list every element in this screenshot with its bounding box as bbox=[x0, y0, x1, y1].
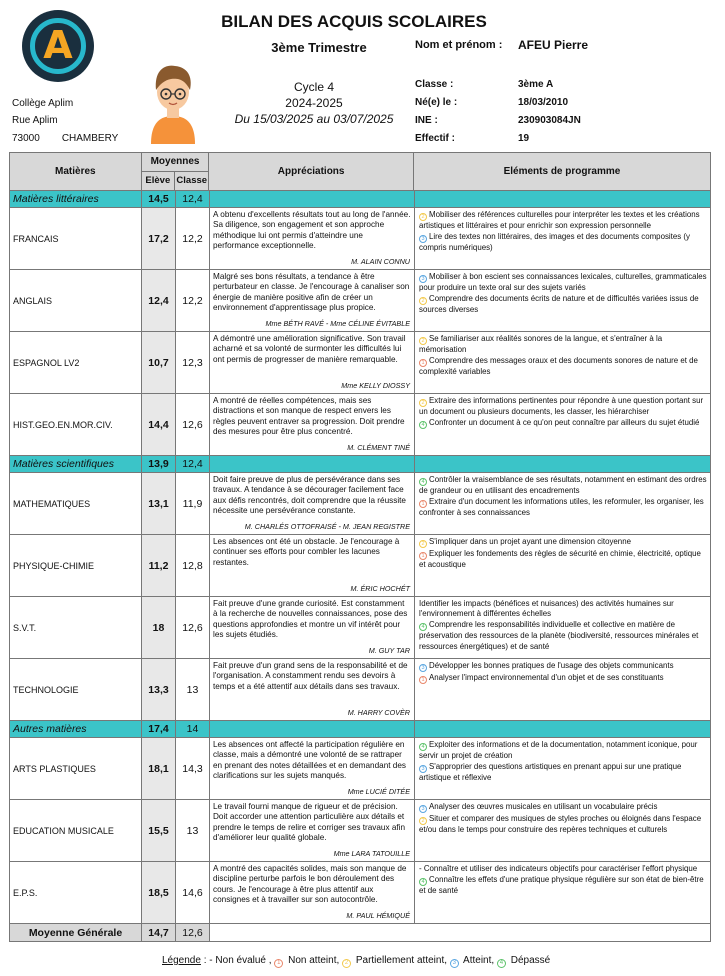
element-text: S'approprier des questions artistiques en prenant appui sur une pratique artistique et réflexive bbox=[419, 762, 682, 783]
teacher-name: Mme LUCIÉ DITÉE bbox=[347, 786, 410, 796]
teacher-name: Mme KELLY DIOSSY bbox=[341, 380, 410, 390]
level-circle-icon: 3 bbox=[419, 235, 427, 243]
table-row bbox=[10, 597, 710, 659]
category-eleve: 14,5 bbox=[142, 191, 176, 207]
category-classe: 12,4 bbox=[176, 191, 210, 207]
element-text: Mobiliser des références culturelles pour interpréter les textes et les créations artistiques et littéraires et pour enrichir son expression personnelle bbox=[419, 210, 700, 230]
element-item bbox=[419, 418, 707, 429]
element-level-dash: - bbox=[419, 864, 422, 873]
legend-text: Atteint, bbox=[463, 955, 495, 966]
table-header bbox=[10, 153, 710, 191]
element-item bbox=[419, 864, 707, 874]
subject-class-average: 12,3 bbox=[176, 332, 210, 393]
grades-table bbox=[9, 152, 711, 942]
subject-elements bbox=[415, 659, 710, 720]
category-filler bbox=[415, 721, 710, 737]
category-name: Matières scientifiques bbox=[10, 456, 142, 472]
category-row bbox=[10, 456, 710, 473]
subject-name: E.P.S. bbox=[10, 862, 142, 923]
category-classe: 14 bbox=[176, 721, 210, 737]
element-text: Développer les bonnes pratiques de l'usage des objets communicants bbox=[429, 661, 674, 670]
element-item bbox=[419, 396, 707, 417]
subject-appreciation bbox=[210, 332, 415, 393]
table-row bbox=[10, 535, 710, 597]
subject-eleve-average: 13,1 bbox=[142, 473, 176, 534]
element-text: Confronter un document à ce qu'on peut connaître par ailleurs du sujet étudié bbox=[429, 418, 700, 428]
element-item bbox=[419, 272, 707, 293]
header-moyennes bbox=[142, 153, 210, 190]
table-row bbox=[10, 208, 710, 270]
level-circle-icon: 1 bbox=[419, 552, 427, 560]
level-circle-icon: 3 bbox=[419, 805, 427, 813]
level-circle-icon: 4 bbox=[419, 478, 427, 486]
logo-letter: A bbox=[43, 23, 73, 67]
element-item bbox=[419, 661, 707, 672]
class-label: Classe : bbox=[415, 79, 454, 90]
element-text: Comprendre des documents écrits de nature et de difficultés variées issus de sources diverses bbox=[419, 294, 699, 315]
student-avatar-icon bbox=[145, 58, 201, 144]
table-row bbox=[10, 332, 710, 394]
level-circle-icon: 4 bbox=[419, 743, 427, 751]
subject-appreciation bbox=[210, 800, 415, 861]
element-item bbox=[419, 294, 707, 315]
element-item bbox=[419, 475, 707, 496]
student-class: 3ème A bbox=[518, 79, 554, 90]
teacher-name: M. HARRY COVÈR bbox=[347, 707, 410, 717]
level-circle-icon: 4 bbox=[419, 623, 427, 631]
subject-class-average: 14,6 bbox=[176, 862, 210, 923]
teacher-name: Mme BÉTH RAVÉ - Mme CÉLINE ÉVITABLE bbox=[265, 318, 410, 328]
level-circle-icon: 1 bbox=[419, 500, 427, 508]
element-text: Extraire d'un document les informations utiles, les reformuler, les organiser, les confronter à ses connaissances bbox=[419, 497, 704, 518]
name-label: Nom et prénom : bbox=[415, 39, 503, 51]
report-title: BILAN DES ACQUIS SCOLAIRES bbox=[221, 12, 487, 31]
subject-eleve-average: 11,2 bbox=[142, 535, 176, 596]
element-item bbox=[419, 334, 707, 355]
element-text: Identifier les impacts (bénéfices et nuisances) des activités humaines sur l'environnement à différentes échelles bbox=[419, 599, 674, 619]
subject-elements bbox=[415, 535, 710, 596]
appreciation-text: Fait preuve d'une grande curiosité. Est constamment à la recherche de nouvelles connaissances, pose des questions approfondies et montre un vif intérêt pour les sujets étudiés. bbox=[213, 599, 408, 640]
subject-name: ANGLAIS bbox=[10, 270, 142, 331]
class-effectif: 19 bbox=[518, 133, 530, 144]
subject-name: EDUCATION MUSICALE bbox=[10, 800, 142, 861]
subject-name: ARTS PLASTIQUES bbox=[10, 738, 142, 799]
category-name: Autres matières bbox=[10, 721, 142, 737]
element-item bbox=[419, 497, 707, 518]
table-row bbox=[10, 473, 710, 535]
appreciation-text: Le travail fourni manque de rigueur et de précision. Doit accorder une attention particulière aux détails et prendre le temps de relire et corriger ses travaux afin d'améliorer leur qualité globale. bbox=[213, 802, 406, 843]
general-average-eleve: 14,7 bbox=[142, 924, 176, 941]
appreciation-text: Les absences ont affecté la participation régulière en classe, mais a démontré une volonté de se rattraper en prenant des notes détaillées et en demandant des clarifications sur les sujets manqués. bbox=[213, 740, 407, 781]
level-circle-icon: 2 bbox=[419, 213, 427, 221]
subject-appreciation bbox=[210, 270, 415, 331]
subject-appreciation bbox=[210, 473, 415, 534]
table-row bbox=[10, 270, 710, 332]
element-text: Exploiter des informations et de la documentation, notamment iconique, pour servir un projet de création bbox=[419, 740, 698, 760]
element-item bbox=[419, 814, 707, 835]
level-circle-icon: 2 bbox=[419, 297, 427, 305]
element-item bbox=[419, 875, 707, 896]
header-appreciations: Appréciations bbox=[209, 153, 413, 190]
appreciation-text: Les absences ont été un obstacle. Je l'encourage à continuer ses efforts pour combler les lacunes restantes. bbox=[213, 537, 400, 567]
level-circle-icon: 3 bbox=[419, 765, 427, 773]
subject-class-average: 12,6 bbox=[176, 597, 210, 658]
table-row bbox=[10, 862, 710, 924]
school-postcode: 73000 bbox=[12, 133, 40, 144]
subject-elements bbox=[415, 208, 710, 269]
header-eleve: Elève bbox=[142, 172, 175, 190]
subject-elements bbox=[415, 862, 710, 923]
legend-level-icon: 4 bbox=[497, 959, 506, 968]
element-text: Comprendre des messages oraux et des documents sonores de nature et de complexité variables bbox=[419, 356, 698, 377]
category-filler bbox=[415, 191, 710, 207]
header-moyennes-label: Moyennes bbox=[142, 153, 209, 172]
legend-sep: : bbox=[200, 955, 210, 966]
teacher-name: M. CLÉMENT TINÉ bbox=[347, 442, 410, 452]
appreciation-text: A obtenu d'excellents résultats tout au long de l'année. Sa diligence, son engagement et son approche méthodique lui ont permis d'atteindre une performance exceptionnelle. bbox=[213, 210, 411, 251]
header-matieres: Matières bbox=[10, 153, 142, 190]
school-logo bbox=[22, 10, 94, 82]
subject-appreciation bbox=[210, 208, 415, 269]
appreciation-text: Fait preuve d'un grand sens de la responsabilité et de l'organisation. A constamment rendu ses devoirs à temps et a été attentif aux détails dans ses travaux. bbox=[213, 661, 408, 691]
element-text: Extraire des informations pertinentes pour répondre à une question portant sur un document ou plusieurs documents, les classer, les hiérarchiser bbox=[419, 396, 704, 416]
general-average-classe: 12,6 bbox=[176, 924, 210, 941]
element-item bbox=[419, 356, 707, 377]
subject-name: TECHNOLOGIE bbox=[10, 659, 142, 720]
level-circle-icon: 4 bbox=[419, 878, 427, 886]
element-text: Lire des textes non littéraires, des images et des documents composites (y compris numériques) bbox=[419, 232, 690, 253]
level-circle-icon: 4 bbox=[419, 421, 427, 429]
element-text: Comprendre les responsabilités individuelle et collective en matière de préservation des ressources de la planète (biodiversité, ressources minérales et ressources énergétiques) et de santé bbox=[419, 620, 699, 651]
subject-name: MATHEMATIQUES bbox=[10, 473, 142, 534]
category-classe: 12,4 bbox=[176, 456, 210, 472]
element-item bbox=[419, 210, 707, 231]
subject-appreciation bbox=[210, 862, 415, 923]
level-circle-icon: 2 bbox=[419, 337, 427, 345]
legend-text: Partiellement atteint, bbox=[355, 955, 448, 966]
element-text: S'impliquer dans un projet ayant une dimension citoyenne bbox=[429, 537, 631, 546]
element-item bbox=[419, 620, 707, 651]
subject-eleve-average: 15,5 bbox=[142, 800, 176, 861]
school-year: 2024-2025 bbox=[285, 96, 343, 110]
subject-elements bbox=[415, 738, 710, 799]
cycle: Cycle 4 bbox=[293, 80, 334, 94]
subject-appreciation bbox=[210, 738, 415, 799]
birth-label: Né(e) le : bbox=[415, 97, 458, 108]
subject-eleve-average: 13,3 bbox=[142, 659, 176, 720]
legend-text: Dépassé bbox=[510, 955, 551, 966]
subject-elements bbox=[415, 473, 710, 534]
subject-class-average: 13 bbox=[176, 659, 210, 720]
subject-class-average: 12,6 bbox=[176, 394, 210, 455]
element-text: Contrôler la vraisemblance de ses résultats, notamment en estimant des ordres de grandeur ou en utilisant des encadrements bbox=[419, 475, 707, 495]
subject-elements bbox=[415, 597, 710, 658]
header-classe: Classe bbox=[176, 175, 208, 187]
category-filler bbox=[415, 456, 710, 472]
teacher-name: Mme LARA TATOUILLE bbox=[333, 848, 410, 858]
appreciation-text: A démontré une amélioration significative. Son travail acharné et sa volonté de surmonter les difficultés lui ont permis de progresser de manière remarquable. bbox=[213, 334, 406, 364]
period-dates: Du 15/03/2025 au 03/07/2025 bbox=[234, 112, 394, 126]
subject-class-average: 13 bbox=[176, 800, 210, 861]
element-text: Se familiariser aux réalités sonores de la langue, et s'entraîner à la mémorisation bbox=[419, 334, 663, 354]
subject-eleve-average: 18,1 bbox=[142, 738, 176, 799]
teacher-name: M. GUY TAR bbox=[368, 645, 410, 655]
table-row bbox=[10, 738, 710, 800]
element-text: Connaître et utiliser des indicateurs objectifs pour caractériser l'effort physique bbox=[423, 864, 698, 873]
element-text: Connaître les effets d'une pratique physique régulière sur son état de bien-être et de santé bbox=[419, 875, 704, 896]
subject-eleve-average: 14,4 bbox=[142, 394, 176, 455]
table-row bbox=[10, 394, 710, 456]
subject-name: HIST.GEO.EN.MOR.CIV. bbox=[10, 394, 142, 455]
category-row bbox=[10, 721, 710, 738]
school-name: Collège Aplim bbox=[12, 98, 74, 109]
category-eleve: 17,4 bbox=[142, 721, 176, 737]
table-row bbox=[10, 659, 710, 721]
category-filler bbox=[210, 456, 415, 472]
level-circle-icon: 1 bbox=[419, 359, 427, 367]
element-item bbox=[419, 673, 707, 684]
subject-appreciation bbox=[210, 535, 415, 596]
appreciation-text: A montré des capacités solides, mais son manque de discipline perturbe parfois le bon déroulement des cours. Je l'encourage à être plus attentif aux consignes et à travailler sur son autocontrôle. bbox=[213, 864, 407, 905]
table-row bbox=[10, 800, 710, 862]
subject-appreciation bbox=[210, 659, 415, 720]
subject-eleve-average: 18,5 bbox=[142, 862, 176, 923]
teacher-name: M. CHARLÉS OTTOFRAISÉ - M. JEAN REGISTRE bbox=[244, 521, 410, 531]
element-text: Analyser l'impact environnemental d'un objet et de ses constituants bbox=[429, 673, 664, 682]
subject-class-average: 14,3 bbox=[176, 738, 210, 799]
general-average-row bbox=[10, 924, 710, 941]
teacher-name: M. PAUL HÉMIQUÉ bbox=[346, 910, 410, 920]
subject-elements bbox=[415, 332, 710, 393]
element-item bbox=[419, 232, 707, 253]
element-text: Situer et comparer des musiques de styles proches ou éloignés dans l'espace et/ou dans le temps pour construire des repères techniques et culturels bbox=[419, 814, 702, 834]
subject-class-average: 12,8 bbox=[176, 535, 210, 596]
subject-eleve-average: 10,7 bbox=[142, 332, 176, 393]
legend-level-icon: 2 bbox=[342, 959, 351, 968]
legend bbox=[162, 955, 550, 968]
appreciation-text: A montré de réelles compétences, mais ses distractions et son manque de respect envers les règles peuvent entraver sa progression. Doit prendre des mesures pour être plus concentré. bbox=[213, 396, 405, 437]
student-birth: 18/03/2010 bbox=[518, 97, 569, 108]
appreciation-text: Doit faire preuve de plus de persévérance dans ses travaux. A tendance à se décourager facilement face aux défis rencontrés, doit comprendre que la réussite nécessite une persévérance constante. bbox=[213, 475, 406, 516]
subject-appreciation bbox=[210, 394, 415, 455]
legend-title: Légende bbox=[162, 955, 201, 966]
level-circle-icon: 3 bbox=[419, 664, 427, 672]
subject-appreciation bbox=[210, 597, 415, 658]
element-item bbox=[419, 802, 707, 813]
level-circle-icon: 1 bbox=[419, 676, 427, 684]
subject-eleve-average: 17,2 bbox=[142, 208, 176, 269]
element-item bbox=[419, 599, 707, 619]
category-filler bbox=[210, 721, 415, 737]
subject-name: FRANCAIS bbox=[10, 208, 142, 269]
subject-elements bbox=[415, 800, 710, 861]
subject-class-average: 12,2 bbox=[176, 208, 210, 269]
subject-elements bbox=[415, 270, 710, 331]
legend-text: Non atteint, bbox=[288, 955, 340, 966]
period-block bbox=[219, 79, 409, 127]
student-ine: 230903084JN bbox=[518, 115, 581, 126]
appreciation-text: Malgré ses bons résultats, a tendance à être perturbateur en classe. Je l'encourage à canaliser son énergie de manière positive afin de créer un environnement d'apprentissage plus propice. bbox=[213, 272, 410, 313]
effectif-label: Effectif : bbox=[415, 133, 455, 144]
legend-level-icon: 1 bbox=[274, 959, 283, 968]
subject-name: ESPAGNOL LV2 bbox=[10, 332, 142, 393]
category-eleve: 13,9 bbox=[142, 456, 176, 472]
element-text: Mobiliser à bon escient ses connaissances lexicales, culturelles, grammaticales pour produire un texte oral sur des sujets variés bbox=[419, 272, 707, 292]
element-text: Analyser des œuvres musicales en utilisant un vocabulaire précis bbox=[429, 802, 658, 811]
legend-level-icon: 3 bbox=[450, 959, 459, 968]
subject-class-average: 12,2 bbox=[176, 270, 210, 331]
report-header bbox=[9, 6, 711, 147]
subject-elements bbox=[415, 394, 710, 455]
legend-text: Non évalué , bbox=[215, 955, 272, 966]
subject-class-average: 11,9 bbox=[176, 473, 210, 534]
student-name: AFEU Pierre bbox=[518, 38, 589, 52]
subject-eleve-average: 12,4 bbox=[142, 270, 176, 331]
school-street: Rue Aplim bbox=[12, 115, 58, 126]
category-row bbox=[10, 191, 710, 208]
level-circle-icon: 3 bbox=[419, 275, 427, 283]
legend-dash: - bbox=[209, 955, 213, 966]
element-text: Expliquer les fondements des règles de sécurité en chimie, électricité, optique et acoustique bbox=[419, 549, 701, 569]
level-circle-icon: 2 bbox=[419, 399, 427, 407]
general-average-label: Moyenne Générale bbox=[10, 924, 142, 941]
header-elements: Eléments de programme bbox=[503, 166, 621, 177]
level-circle-icon: 2 bbox=[419, 540, 427, 548]
trimester: 3ème Trimestre bbox=[271, 40, 367, 55]
category-filler bbox=[210, 191, 415, 207]
category-name: Matières littéraires bbox=[10, 191, 142, 207]
element-item bbox=[419, 549, 707, 570]
subject-eleve-average: 18 bbox=[142, 597, 176, 658]
teacher-name: M. ALAIN CONNU bbox=[351, 256, 410, 266]
element-item bbox=[419, 537, 707, 548]
element-item bbox=[419, 762, 707, 783]
school-city: CHAMBERY bbox=[61, 133, 119, 144]
subject-name: PHYSIQUE-CHIMIE bbox=[10, 535, 142, 596]
teacher-name: M. ÉRIC HOCHÉT bbox=[350, 583, 410, 593]
level-circle-icon: 2 bbox=[419, 817, 427, 825]
element-item bbox=[419, 740, 707, 761]
subject-name: S.V.T. bbox=[10, 597, 142, 658]
school-city-line bbox=[12, 133, 140, 144]
average-filler bbox=[210, 924, 710, 941]
ine-label: INE : bbox=[415, 115, 438, 126]
